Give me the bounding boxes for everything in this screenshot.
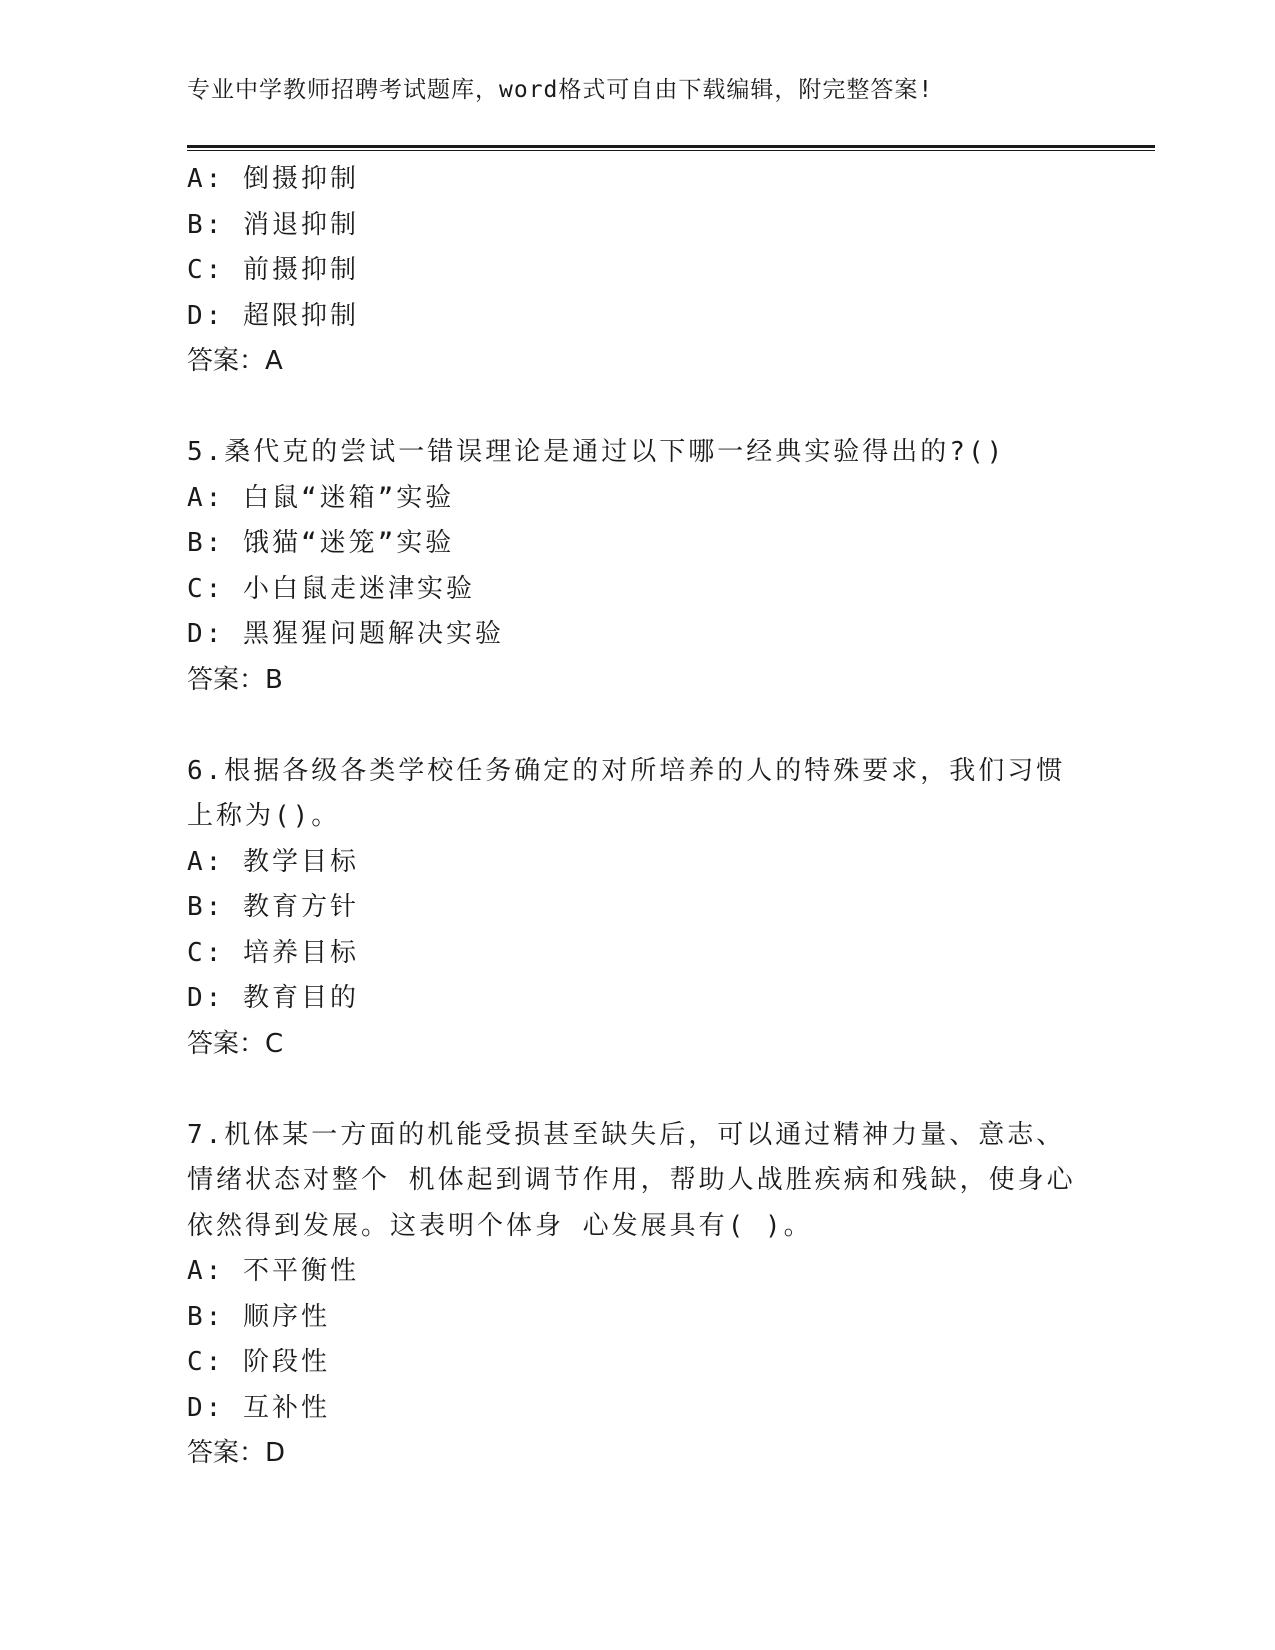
question-stem-line-1: 7.机体某一方面的机能受损甚至缺失后，可以通过精神力量、意志、	[187, 1119, 1066, 1150]
option-d: D: 互补性	[187, 1392, 330, 1423]
question-stem-line-2: 上称为()。	[187, 801, 341, 831]
question-6	[187, 749, 1087, 1068]
answer: 答案：D	[187, 1438, 286, 1468]
answer: 答案：B	[187, 664, 283, 695]
option-b: B: 消退抑制	[187, 209, 359, 240]
option-a: A: 倒摄抑制	[187, 164, 359, 194]
question-stem-line-3: 依然得到发展。这表明个体身 心发展具有( )。	[187, 1210, 813, 1241]
option-b: B: 饿猫“迷笼”实验	[187, 528, 455, 558]
question-stem-line-1: 6.根据各级各类学校任务确定的对所培养的人的特殊要求，我们习惯	[187, 755, 1066, 786]
option-b: B: 教育方针	[187, 892, 359, 922]
question-content	[187, 157, 1087, 1477]
question-4	[187, 157, 1087, 385]
question-stem: 5.桑代克的尝试一错误理论是通过以下哪一经典实验得出的?()	[187, 437, 1006, 467]
page-header: 专业中学教师招聘考试题库，word格式可自由下载编辑，附完整答案!	[187, 77, 934, 103]
option-d: D: 教育目的	[187, 983, 359, 1013]
answer: 答案：A	[187, 346, 283, 376]
option-a: A: 不平衡性	[187, 1256, 359, 1286]
option-c: C: 前摄抑制	[187, 255, 359, 285]
option-a: A: 教学目标	[187, 846, 359, 877]
option-c: C: 培养目标	[187, 937, 359, 968]
answer: 答案：C	[187, 1028, 284, 1059]
question-5	[187, 430, 1087, 703]
option-d: D: 超限抑制	[187, 300, 359, 331]
question-7	[187, 1113, 1087, 1477]
question-stem-line-2: 情绪状态对整个 机体起到调节作用，帮助人战胜疾病和残缺，使身心	[187, 1165, 1076, 1195]
option-a: A: 白鼠“迷箱”实验	[187, 482, 455, 513]
option-d: D: 黑猩猩问题解决实验	[187, 619, 504, 649]
option-c: C: 阶段性	[187, 1347, 330, 1377]
header-rule-thick	[187, 145, 1155, 148]
option-b: B: 顺序性	[187, 1301, 330, 1332]
header-rule-thin	[187, 150, 1155, 151]
option-c: C: 小白鼠走迷津实验	[187, 573, 475, 604]
